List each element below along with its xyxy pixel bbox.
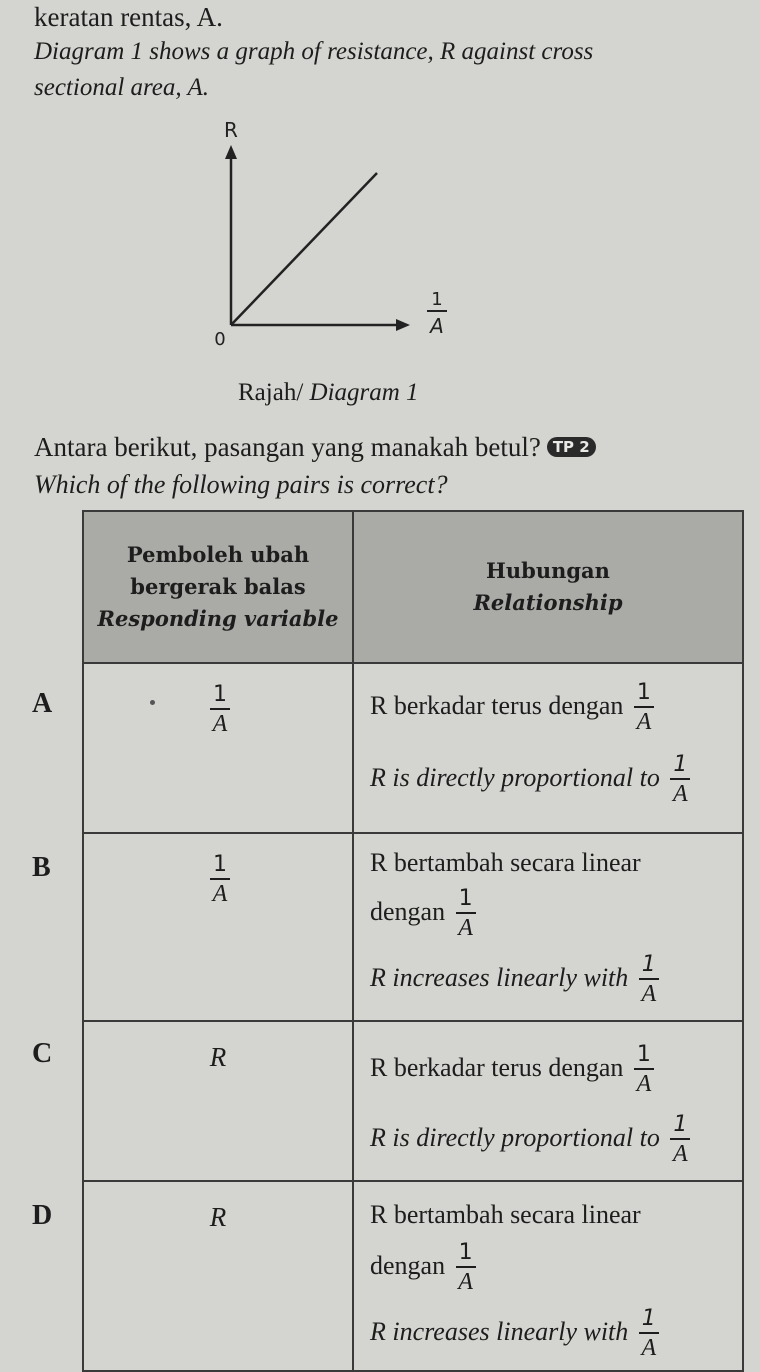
table-row-d <box>83 1181 743 1371</box>
options-table <box>82 510 744 1370</box>
header-responding-variable <box>83 511 353 663</box>
intro-line-2: Diagram 1 shows a graph of resistance, R against cross <box>34 38 594 65</box>
option-letter-b: B <box>32 852 51 883</box>
caption-english: Diagram 1 <box>309 379 419 406</box>
relationship-malay-b: R bertambah secara linear <box>370 848 641 877</box>
header-var-line-1: Pemboleh ubah <box>126 542 310 567</box>
intro-line-3: sectional area, A. <box>34 74 209 101</box>
question-malay <box>34 432 596 463</box>
cell-relationship-d <box>353 1181 743 1371</box>
header-relationship <box>353 511 743 663</box>
resistance-graph <box>190 115 460 355</box>
cell-relationship-c <box>353 1021 743 1181</box>
table-row-a <box>83 663 743 833</box>
caption-malay: Rajah/ <box>238 379 304 406</box>
question-malay-text: Antara berikut, pasangan yang manakah betul? <box>34 432 541 462</box>
variable-r-c: R <box>209 1042 227 1072</box>
cell-relationship-b <box>353 833 743 1021</box>
relationship-malay-a: R berkadar terus dengan $\frac{1}{A}$ <box>370 682 742 734</box>
fraction-one-over-a: $\frac{1}{A}$ <box>210 684 230 736</box>
relationship-malay-b-cont: dengan $\frac{1}{A}$ <box>370 888 742 940</box>
table-row-c <box>83 1021 743 1181</box>
tp-badge: TP 2 <box>547 437 596 457</box>
relationship-malay-c: R berkadar terus dengan $\frac{1}{A}$ <box>370 1044 742 1096</box>
diagram-caption <box>238 379 419 407</box>
cell-variable-a <box>83 663 353 833</box>
y-axis-label: R <box>224 118 238 142</box>
table-row-b <box>83 833 743 1021</box>
relationship-english-b: R increases linearly with $\frac{1}{A}$ <box>370 954 742 1006</box>
x-axis-arrow <box>396 319 410 331</box>
variable-r-d: R <box>209 1202 227 1232</box>
option-letter-a: A <box>32 688 53 719</box>
cell-variable-b <box>83 833 353 1021</box>
header-rel-line-1: Hubungan <box>486 558 610 583</box>
cell-variable-d <box>83 1181 353 1371</box>
graph-line <box>231 173 377 325</box>
cell-variable-c <box>83 1021 353 1181</box>
x-axis-label-numerator: 1 <box>431 289 443 310</box>
intro-line-1: keratan rentas, A. <box>34 2 223 32</box>
relationship-english-d: R increases linearly with $\frac{1}{A}$ <box>370 1308 742 1360</box>
options-grid <box>82 510 744 1372</box>
option-letter-c: C <box>32 1038 53 1069</box>
fraction-one-over-a: $\frac{1}{A}$ <box>210 854 230 906</box>
relationship-english-a: R is directly proportional to $\frac{1}{A}$ <box>370 754 742 806</box>
cell-relationship-a <box>353 663 743 833</box>
option-letter-d: D <box>32 1200 53 1231</box>
header-var-line-3: Responding variable <box>97 606 339 631</box>
x-axis-label-denominator: A <box>430 314 444 338</box>
relationship-malay-d: R bertambah secara linear <box>370 1200 641 1229</box>
relationship-english-c: R is directly proportional to $\frac{1}{A}$ <box>370 1114 742 1166</box>
origin-label: 0 <box>214 329 226 350</box>
relationship-malay-d-cont: dengan $\frac{1}{A}$ <box>370 1242 742 1294</box>
table-header-row <box>83 511 743 663</box>
header-var-line-2: bergerak balas <box>130 574 306 599</box>
header-rel-line-2: Relationship <box>473 590 623 615</box>
question-english: Which of the following pairs is correct? <box>34 470 448 499</box>
y-axis-arrow <box>225 145 237 159</box>
